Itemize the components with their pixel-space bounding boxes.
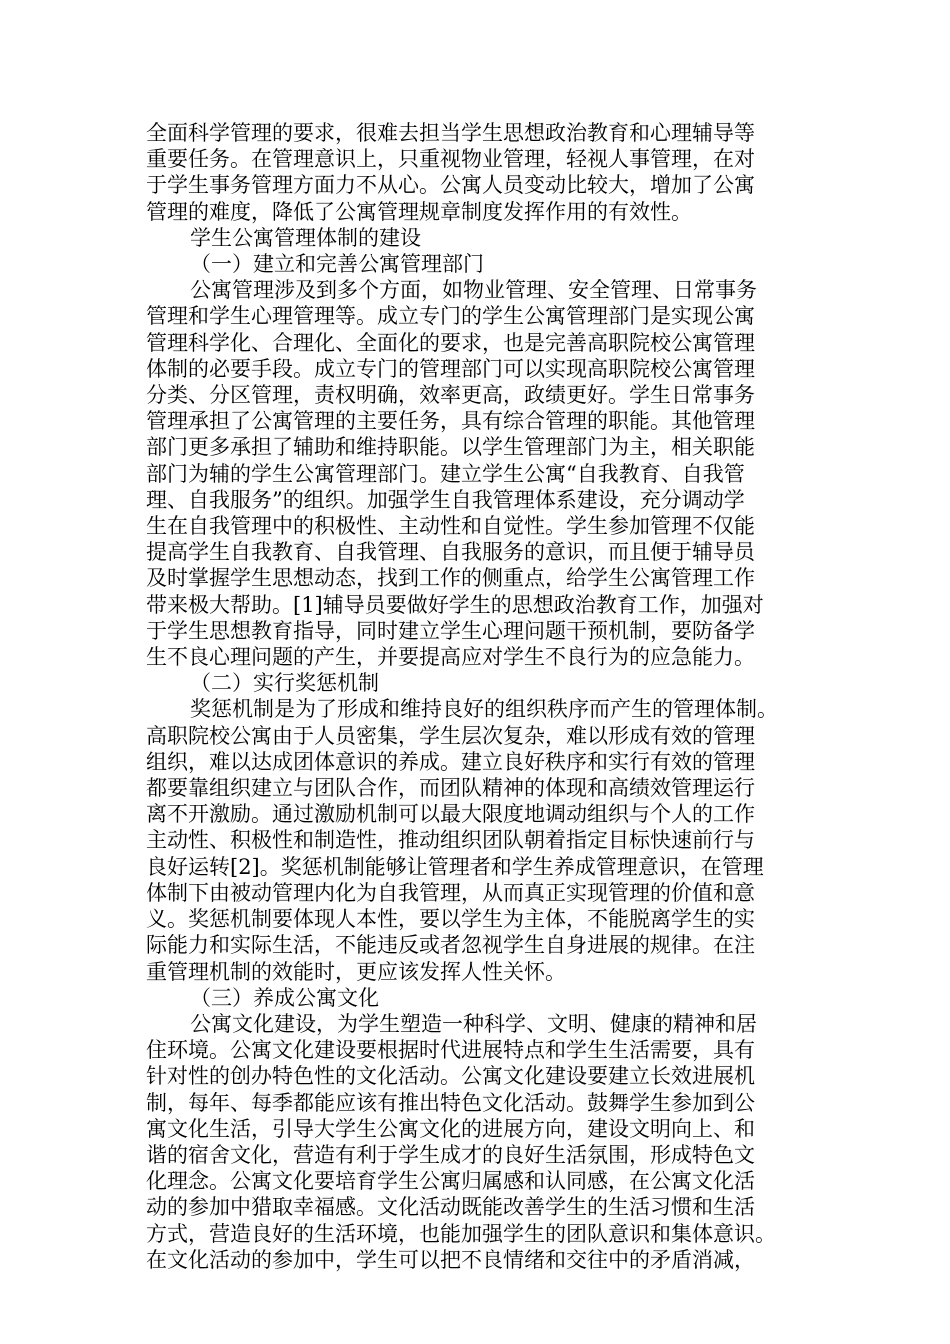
text-line: 部门更多承担了辅助和维持职能。以学生管理部门为主，相关职能 (146, 435, 755, 460)
text-line: 提高学生自我教育、自我管理、自我服务的意识，而且便于辅导员 (146, 540, 755, 565)
text-line: 际能力和实际生活，不能违反或者忽视学生自身进展的规律。在注 (146, 933, 755, 958)
text-line: 住环境。公寓文化建设要根据时代进展特点和学生生活需要，具有 (146, 1038, 755, 1063)
text-line: 于学生事务管理方面力不从心。公寓人员变动比较大，增加了公寓 (146, 173, 755, 198)
text-line: 制，每年、每季都能应该有推出特色文化活动。鼓舞学生参加到公 (146, 1090, 755, 1115)
text-line: 分类、分区管理，责权明确，效率更高，政绩更好。学生日常事务 (146, 383, 755, 408)
text-line: 及时掌握学生思想动态，找到工作的侧重点，给学生公寓管理工作 (146, 566, 755, 591)
text-line: 部门为辅的学生公寓管理部门。建立学生公寓“自我教育、自我管 (146, 461, 745, 486)
text-line: 高职院校公寓由于人员密集，学生层次复杂，难以形成有效的管理 (146, 723, 755, 748)
text-line: 体制的必要手段。成立专门的管理部门可以实现高职院校公寓管理 (146, 356, 755, 381)
text-line: 组织，难以达成团体意识的养成。建立良好秩序和实行有效的管理 (146, 749, 755, 774)
text-line: 公寓文化建设，为学生塑造一种科学、文明、健康的精神和居 (190, 1011, 757, 1036)
text-line: 重管理机制的效能时，更应该发挥人性关怀。 (146, 959, 566, 984)
text-line: 义。奖惩机制要体现人本性，要以学生为主体，不能脱离学生的实 (146, 907, 755, 932)
text-line: 带来极大帮助。[1]辅导员要做好学生的思想政治教育工作，加强对 (146, 592, 764, 617)
text-line: （三）养成公寓文化 (190, 985, 379, 1010)
text-line: 重要任务。在管理意识上，只重视物业管理，轻视人事管理，在对 (146, 147, 755, 172)
text-line: （二）实行奖惩机制 (190, 671, 379, 696)
text-line: 化理念。公寓文化要培育学生公寓归属感和认同感，在公寓文化活 (146, 1169, 755, 1194)
text-line: 全面科学管理的要求，很难去担当学生思想政治教育和心理辅导等 (146, 121, 755, 145)
text-line: 动的参加中猎取幸福感。文化活动既能改善学生的生活习惯和生活 (146, 1195, 755, 1220)
text-line: 寓文化生活，引导大学生公寓文化的进展方向，建设文明向上、和 (146, 1116, 755, 1141)
text-line: 奖惩机制是为了形成和维持良好的组织秩序而产生的管理体制。 (190, 697, 778, 722)
text-line: 体制下由被动管理内化为自我管理，从而真正实现管理的价值和意 (146, 880, 755, 905)
text-line: 理、自我服务”的组织。加强学生自我管理体系建设，充分调动学 (146, 487, 745, 512)
text-line: 管理的难度，降低了公寓管理规章制度发挥作用的有效性。 (146, 199, 692, 224)
text-line: 离不开激励。通过激励机制可以最大限度地调动组织与个人的工作 (146, 802, 755, 827)
text-line: 公寓管理涉及到多个方面，如物业管理、安全管理、日常事务 (190, 278, 757, 303)
text-line: 管理承担了公寓管理的主要任务，具有综合管理的职能。其他管理 (146, 409, 755, 434)
text-line: 谐的宿舍文化，营造有利于学生成才的良好生活氛围，形成特色文 (146, 1142, 755, 1167)
text-line: （一）建立和完善公寓管理部门 (190, 252, 484, 277)
text-line: 生在自我管理中的积极性、主动性和自觉性。学生参加管理不仅能 (146, 514, 755, 539)
text-line: 方式，营造良好的生活环境，也能加强学生的团队意识和集体意识。 (146, 1221, 776, 1246)
text-line: 学生公寓管理体制的建设 (190, 225, 421, 250)
document-body (146, 120, 806, 1273)
text-line: 都要靠组织建立与团队合作，而团队精神的体现和高绩效管理运行 (146, 776, 755, 801)
text-line: 管理科学化、合理化、全面化的要求，也是完善高职院校公寓管理 (146, 330, 755, 355)
text-line: 良好运转[2]。奖惩机制能够让管理者和学生养成管理意识，在管理 (146, 854, 764, 879)
text-line: 针对性的创办特色性的文化活动。公寓文化建设要建立长效进展机 (146, 1064, 755, 1089)
text-line: 在文化活动的参加中，学生可以把不良情绪和交往中的矛盾消减， (146, 1247, 755, 1272)
text-line: 管理和学生心理管理等。成立专门的学生公寓管理部门是实现公寓 (146, 304, 755, 329)
text-line: 于学生思想教育指导，同时建立学生心理问题干预机制，要防备学 (146, 618, 755, 643)
text-line: 生不良心理问题的产生，并要提高应对学生不良行为的应急能力。 (146, 645, 755, 670)
text-line: 主动性、积极性和制造性，推动组织团队朝着指定目标快速前行与 (146, 828, 755, 853)
